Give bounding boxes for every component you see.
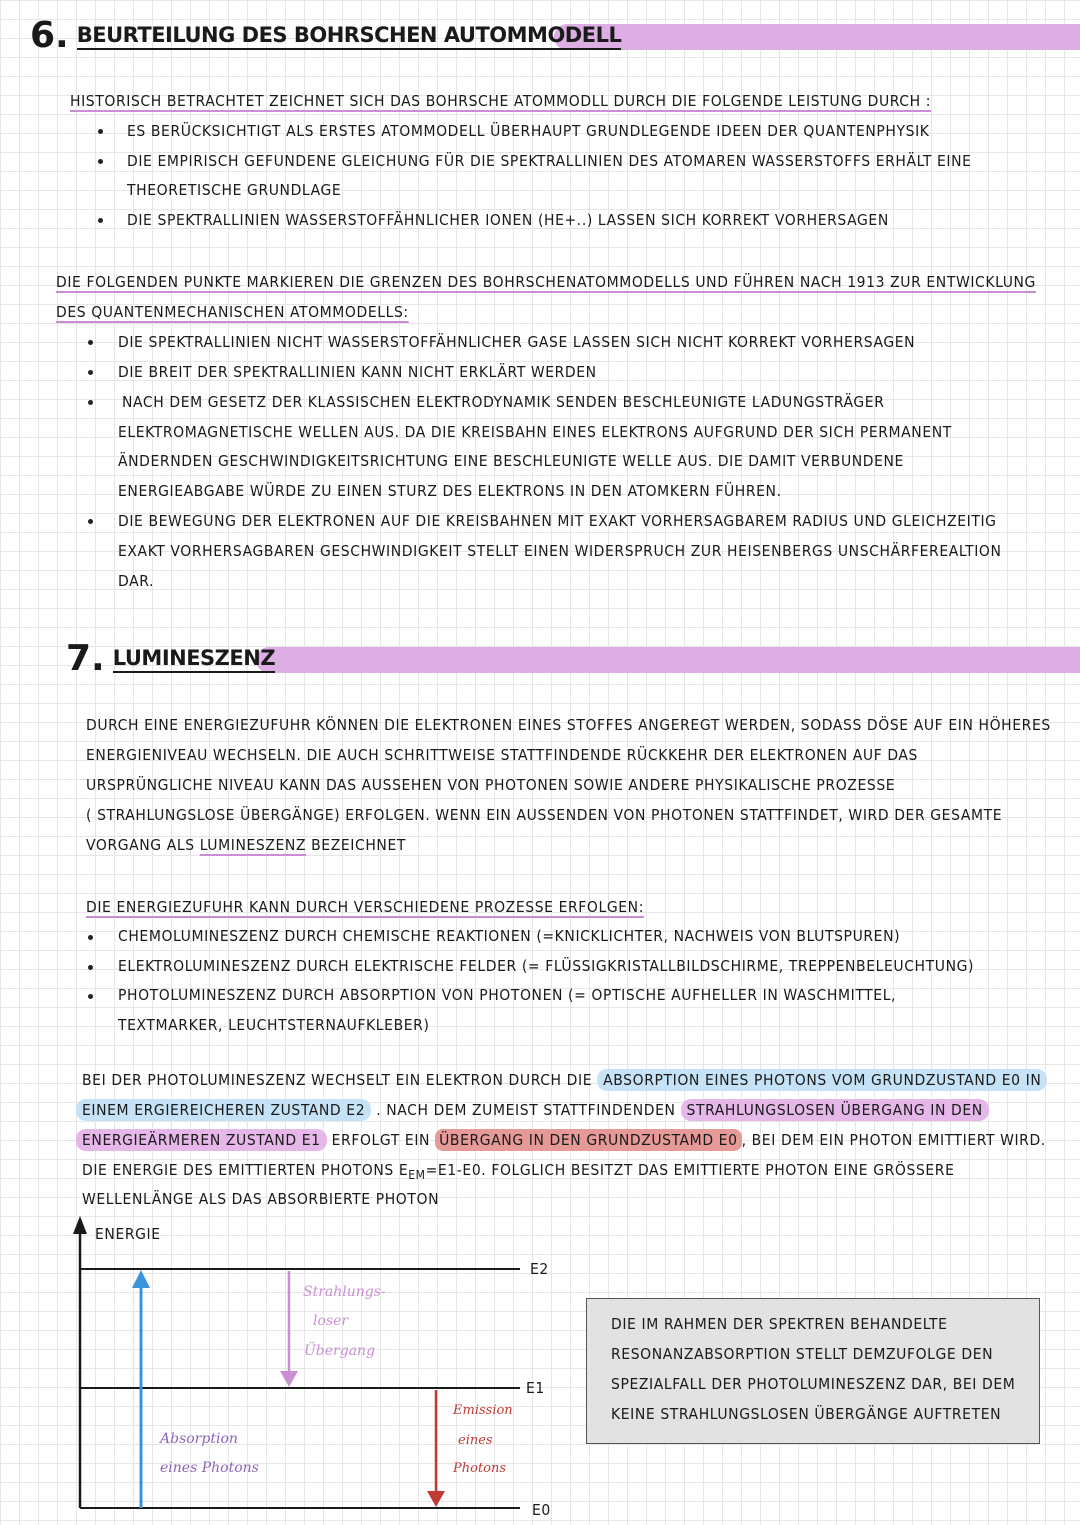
- bullet: [88, 340, 93, 345]
- section-6-title: BEURTEILUNG DES BOHRSCHEN AUTOMMODELL: [77, 23, 622, 50]
- text-span: ERFOLGT EIN: [326, 1131, 436, 1149]
- processes-intro: DIE ENERGIEZUFUHR KANN DURCH VERSCHIEDENE PROZESSE ERFOLGEN:: [86, 898, 644, 916]
- limit-item: DIE BEWEGUNG DER ELEKTRONEN AUF DIE KREISBAHNEN MIT EXAKT VORHERSAGBAREM RADIUS UND GLEICHZEITIG: [118, 512, 997, 530]
- absorption-label-1: Absorption: [160, 1431, 238, 1447]
- section-6-intro: HISTORISCH BETRACHTET ZEICHNET SICH DAS BOHRSCHE ATOMMODLL DURCH DIE FOLGENDE LEISTUNG DURCH :: [70, 92, 932, 110]
- limit-item-cont: ELEKTROMAGNETISCHE WELLEN AUS. DA DIE KREISBAHN EINES ELEKTRONS AUFGRUND DER SICH PERMANENT: [118, 423, 952, 441]
- para1-line: [86, 835, 406, 855]
- section-6-number: 6.: [30, 15, 69, 56]
- bullet: [88, 994, 93, 999]
- process-item-cont: TEXTMARKER, LEUCHTSTERNAUFKLEBER): [118, 1016, 430, 1034]
- emission-arrowhead: [427, 1491, 445, 1507]
- emission-label-2: eines: [458, 1433, 493, 1448]
- section-7-number: 7.: [66, 638, 105, 679]
- pro-item: DIE SPEKTRALLINIEN WASSERSTOFFÄHNLICHER IONEN (HE+..) LASSEN SICH KORREKT VORHERSAGEN: [127, 211, 889, 229]
- emission-label-3: Photons: [453, 1461, 507, 1476]
- process-item: CHEMOLUMINESZENZ DURCH CHEMISCHE REAKTIONEN (=KNICKLICHTER, NACHWEIS VON BLUTSPUREN): [118, 927, 901, 945]
- absorption-label-2: eines Photons: [160, 1460, 259, 1476]
- limits-intro-line1: DIE FOLGENDEN PUNKTE MARKIEREN DIE GRENZEN DES BOHRSCHENATOMMODELLS UND FÜHREN NACH 1913 ZUR ENTWICKLUNG: [56, 273, 1036, 291]
- limit-item-cont: DAR.: [118, 572, 154, 590]
- para1-line: DURCH EINE ENERGIEZUFUHR KÖNNEN DIE ELEKTRONEN EINES STOFFES ANGEREGT WERDEN, SODASS DÖSE AUF EIN HÖHERES: [86, 716, 1051, 734]
- para1-line: ( STRAHLUNGSLOSE ÜBERGÄNGE) ERFOLGEN. WENN EIN AUSSENDEN VON PHOTONEN STATTFINDET, WIRD DER GESAMTE: [86, 806, 1003, 824]
- subscript-em: EM: [408, 1168, 426, 1183]
- section-6-heading: [30, 15, 622, 56]
- photo-line-4: [82, 1160, 955, 1185]
- pro-item: ES BERÜCKSICHTIGT ALS ERSTES ATOMMODELL ÜBERHAUPT GRUNDLEGENDE IDEEN DER QUANTENPHYSIK: [127, 122, 930, 140]
- pro-item-cont: THEORETISCHE GRUNDLAGE: [127, 181, 342, 199]
- bullet: [88, 370, 93, 375]
- radiationless-label-3: Übergang: [304, 1343, 376, 1359]
- level-e1-label: E1: [526, 1379, 545, 1397]
- limit-item: NACH DEM GESETZ DER KLASSISCHEN ELEKTRODYNAMIK SENDEN BESCHLEUNIGTE LADUNGSTRÄGER: [122, 393, 885, 411]
- limits-intro-line2: DES QUANTENMECHANISCHEN ATOMMODELLS:: [56, 303, 409, 321]
- photo-line-1: [82, 1070, 1047, 1090]
- photo-line-5: WELLENLÄNGE ALS DAS ABSORBIERTE PHOTON: [82, 1190, 440, 1208]
- resonance-note-box: [586, 1298, 1040, 1444]
- highlight-emission: ÜBERGANG IN DEN GRUNDZUSTAMD E0: [435, 1129, 741, 1151]
- emission-label-1: Emission: [453, 1403, 513, 1418]
- limit-item: DIE SPEKTRALLINIEN NICHT WASSERSTOFFÄHNLICHER GASE LASSEN SICH NICHT KORREKT VORHERSAGEN: [118, 333, 916, 351]
- bullet: [88, 400, 93, 405]
- term-lumineszenz: LUMINESZENZ: [199, 836, 307, 854]
- note-line: RESONANZABSORPTION STELLT DEMZUFOLGE DEN: [611, 1345, 994, 1363]
- section-7-heading: [66, 638, 276, 679]
- bullet: [98, 129, 103, 134]
- note-line: DIE IM RAHMEN DER SPEKTREN BEHANDELTE: [611, 1315, 948, 1333]
- section-7-title-bar: [256, 647, 1080, 673]
- level-e0-label: E0: [532, 1501, 551, 1519]
- photo-line-3: [76, 1130, 1046, 1150]
- radiationless-arrowhead: [280, 1371, 298, 1387]
- absorption-arrowhead: [132, 1270, 150, 1288]
- limit-item: DIE BREIT DER SPEKTRALLINIEN KANN NICHT ERKLÄRT WERDEN: [118, 363, 597, 381]
- limit-item-cont: EXAKT VORHERSAGBAREN GESCHWINDIGKEIT STELLT EINEN WIDERSPRUCH ZUR HEISENBERGS UNSCHÄRFEREALTION: [118, 542, 1002, 560]
- limit-item-cont: ENERGIEABGABE WÜRDE ZU EINEN STURZ DES ELEKTRONS IN DEN ATOMKERN FÜHREN.: [118, 482, 782, 500]
- limit-item-cont: ÄNDERNDEN GESCHWINDIGKEITSRICHTUNG EINE BESCHLEUNIGTE WELLE AUS. DIE DAMIT VERBUNDENE: [118, 452, 904, 470]
- para1-line: URSPRÜNGLICHE NIVEAU KANN DAS AUSSEHEN VON PHOTONEN SOWIE ANDERE PHYSIKALISCHE PROZESSE: [86, 776, 896, 794]
- radiationless-label-2: loser: [313, 1313, 349, 1329]
- energy-axis-arrowhead: [73, 1216, 87, 1234]
- note-line: KEINE STRAHLUNGSLOSEN ÜBERGÄNGE AUFTRETEN: [611, 1405, 1002, 1423]
- level-e2-label: E2: [530, 1260, 549, 1278]
- bullet: [88, 935, 93, 940]
- photo-line-2: [76, 1100, 989, 1120]
- bullet: [88, 965, 93, 970]
- text-span: , BEI DEM EIN PHOTON EMITTIERT WIRD.: [741, 1131, 1046, 1149]
- text-span: . NACH DEM ZUMEIST STATTFINDENDEN: [371, 1101, 681, 1119]
- text-span: =E1-E0. FOLGLICH BESITZT DAS EMITTIERTE PHOTON EINE GRÖSSERE: [425, 1161, 955, 1179]
- energy-axis-label: ENERGIE: [95, 1225, 161, 1243]
- process-item: PHOTOLUMINESZENZ DURCH ABSORPTION VON PHOTONEN (= OPTISCHE AUFHELLER IN WASCHMITTEL,: [118, 986, 897, 1004]
- bullet: [98, 159, 103, 164]
- bullet: [88, 519, 93, 524]
- energy-level-diagram: [0, 1210, 580, 1525]
- text-span: VORGANG ALS: [86, 836, 200, 854]
- pro-item: DIE EMPIRISCH GEFUNDENE GLEICHUNG FÜR DIE SPEKTRALLINIEN DES ATOMAREN WASSERSTOFFS ERHÄLT EINE: [127, 152, 972, 170]
- radiationless-label-1: Strahlungs-: [303, 1284, 386, 1300]
- note-line: SPEZIALFALL DER PHOTOLUMINESZENZ DAR, BEI DEM: [611, 1375, 1016, 1393]
- highlight-radiationless: STRAHLUNGSLOSEN ÜBERGANG IN DEN: [681, 1099, 989, 1121]
- bullet: [98, 218, 103, 223]
- process-item: ELEKTROLUMINESZENZ DURCH ELEKTRISCHE FELDER (= FLÜSSIGKRISTALLBILDSCHIRME, TREPPENBELEUCHTUNG): [118, 957, 975, 975]
- highlight-radiationless-cont: ENERGIEÄRMEREN ZUSTAND E1: [76, 1129, 327, 1151]
- highlight-absorption: ABSORPTION EINES PHOTONS VOM GRUNDZUSTAND E0 IN: [597, 1069, 1047, 1091]
- text-span: BEZEICHNET: [306, 836, 406, 854]
- section-7-title: LUMINESZENZ: [113, 646, 275, 673]
- section-6-title-bar: [554, 24, 1080, 50]
- text-span: BEI DER PHOTOLUMINESZENZ WECHSELT EIN ELEKTRON DURCH DIE: [82, 1071, 598, 1089]
- text-span: DIE ENERGIE DES EMITTIERTEN PHOTONS E: [82, 1161, 409, 1179]
- para1-line: ENERGIENIVEAU WECHSELN. DIE AUCH SCHRITTWEISE STATTFINDENDE RÜCKKEHR DER ELEKTRONEN AUF DAS: [86, 746, 919, 764]
- highlight-absorption-cont: EINEM ERGIEREICHEREN ZUSTAND E2: [76, 1099, 371, 1121]
